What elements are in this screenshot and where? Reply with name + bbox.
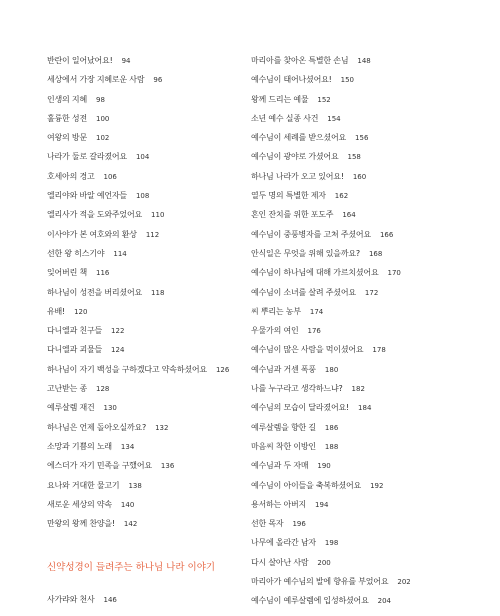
toc-entry [251, 70, 491, 89]
toc-entry-page-number: 126 [215, 365, 230, 374]
toc-entry [251, 244, 491, 263]
toc-entry [251, 476, 491, 495]
toc-entry-title: 예수님의 모습이 달라졌어요! [251, 403, 350, 413]
toc-entry-page-number: 128 [95, 385, 110, 394]
toc-entry-page-number: 124 [111, 346, 125, 355]
toc-entry [251, 205, 491, 224]
toc-entry-title: 훌륭한 성전 [47, 113, 87, 123]
toc-entry-title: 왕께 드리는 예물 [251, 94, 309, 104]
toc-entry-title: 예수님이 아이들을 축복하셨어요 [251, 480, 362, 490]
toc-entry-title: 만왕의 왕께 찬양을! [47, 519, 115, 529]
toc-entry-page-number: 184 [358, 404, 372, 413]
toc-entry-title: 예수님이 예루살렘에 입성하셨어요 [251, 596, 369, 606]
toc-entry-page-number: 176 [307, 327, 321, 336]
toc-entry-title: 소년 예수 실종 사건 [251, 113, 319, 123]
toc-entry-title: 선한 목자 [251, 519, 284, 529]
toc-entry-page-number: 172 [364, 288, 379, 297]
toc-entry-page-number: 118 [151, 288, 165, 297]
toc-entry-page-number: 196 [292, 520, 306, 529]
toc-entry-page-number: 102 [95, 134, 110, 143]
toc-entry-title: 예수님이 하나님에 대해 가르치셨어요 [251, 268, 379, 278]
toc-entry-page-number: 150 [340, 76, 355, 85]
toc-entry [251, 263, 491, 282]
toc-entry-page-number: 142 [123, 520, 138, 529]
toc-entry-title: 요나와 거대한 물고기 [47, 480, 120, 490]
toc-entry [251, 514, 491, 533]
toc-left-column [47, 51, 247, 610]
section-heading: 신약성경이 들려주는 하나님 나라 이야기 [47, 562, 216, 574]
toc-entry-page-number: 180 [324, 365, 339, 374]
toc-entry [251, 379, 491, 398]
toc-entry [251, 90, 491, 109]
toc-entry-page-number: 132 [155, 423, 169, 432]
toc-entry-page-number: 146 [103, 596, 117, 605]
toc-entry-page-number: 100 [95, 114, 110, 123]
toc-entry-title: 예루살렘을 향한 길 [251, 422, 316, 432]
left-entry-list [47, 51, 247, 533]
toc-entry [251, 553, 491, 572]
toc-entry-page-number: 108 [135, 192, 150, 201]
toc-entry-title: 유배! [47, 306, 66, 316]
toc-entry-title: 하나님이 자기 백성을 구하겠다고 약속하셨어요 [47, 364, 207, 374]
toc-entry-page-number: 186 [324, 423, 339, 432]
toc-entry-page-number: 164 [342, 211, 356, 220]
toc-entry-page-number: 170 [387, 269, 401, 278]
toc-entry [47, 244, 247, 263]
toc-entry-title: 사가랴와 천사 [47, 595, 95, 605]
toc-entry [251, 147, 491, 166]
toc-entry-title: 하나님 나라가 오고 있어요! [251, 171, 344, 181]
toc-entry-title: 인생의 지혜 [47, 94, 87, 104]
toc-entry [251, 302, 491, 321]
toc-entry [47, 398, 247, 417]
toc-entry-title: 예수님이 많은 사람을 먹이셨어요 [251, 345, 364, 355]
toc-entry-title: 마음씨 착한 이방인 [251, 441, 316, 451]
toc-entry-page-number: 202 [397, 578, 411, 587]
toc-entry-title: 예수님이 광야로 가셨어요 [251, 152, 339, 162]
toc-entry [251, 437, 491, 456]
toc-entry-title: 에스더가 자기 민족을 구했어요 [47, 461, 152, 471]
toc-entry-page-number: 198 [324, 539, 339, 548]
toc-entry-page-number: 152 [317, 95, 331, 104]
toc-entry [47, 456, 247, 475]
toc-entry-title: 예수님이 소녀를 살려 주셨어요 [251, 287, 356, 297]
toc-entry [251, 186, 491, 205]
toc-entry-page-number: 106 [103, 172, 117, 181]
toc-entry-page-number: 154 [327, 114, 341, 123]
toc-entry [251, 340, 491, 359]
toc-entry [251, 167, 491, 186]
toc-entry [47, 70, 247, 89]
toc-entry [251, 321, 491, 340]
toc-entry-page-number: 122 [111, 327, 125, 336]
right-entry-list [251, 51, 491, 611]
toc-entry-page-number: 120 [74, 307, 88, 316]
toc-entry-title: 호세아의 경고 [47, 171, 95, 181]
toc-entry-title: 예수님과 거센 폭풍 [251, 364, 316, 374]
toc-entry [47, 225, 247, 244]
toc-entry-page-number: 138 [128, 481, 142, 490]
toc-entry [47, 167, 247, 186]
toc-entry-page-number: 148 [357, 57, 371, 65]
toc-entry-title: 새로운 세상의 약속 [47, 499, 112, 509]
toc-entry-page-number: 166 [379, 230, 394, 239]
toc-entry-title: 예수님이 태어나셨어요! [251, 75, 332, 85]
toc-entry-page-number: 96 [153, 76, 163, 85]
toc-entry [47, 321, 247, 340]
toc-entry [251, 572, 491, 591]
toc-entry [47, 109, 247, 128]
toc-entry-title: 안식일은 무엇을 위해 있을까요? [251, 248, 360, 258]
toc-entry [251, 360, 491, 379]
toc-entry [251, 495, 491, 514]
toc-entry-title: 나무에 올라간 남자 [251, 538, 316, 548]
toc-entry-page-number: 174 [309, 307, 324, 316]
toc-entry-page-number: 178 [372, 346, 386, 355]
toc-entry-title: 선한 왕 히스기야 [47, 248, 105, 258]
toc-entry-page-number: 162 [334, 192, 349, 201]
toc-entry-page-number: 160 [352, 172, 367, 181]
toc-entry-title: 하나님은 언제 돌아오실까요? [47, 422, 147, 432]
toc-entry [251, 109, 491, 128]
toc-right-column [251, 51, 491, 611]
toc-entry [251, 225, 491, 244]
toc-entry-page-number: 182 [351, 385, 365, 394]
toc-entry [47, 128, 247, 147]
toc-entry-title: 혼인 잔치를 위한 포도주 [251, 210, 334, 220]
toc-entry-title: 하나님이 성전을 버리셨어요 [47, 287, 143, 297]
toc-entry [47, 51, 247, 70]
toc-entry [47, 90, 247, 109]
toc-entry-title: 엘리야와 바알 예언자들 [47, 191, 127, 201]
toc-entry-title: 예루살렘 재건 [47, 403, 95, 413]
toc-entry-title: 잊어버린 책 [47, 268, 87, 278]
toc-entry-title: 우물가의 여인 [251, 326, 299, 336]
toc-entry [47, 360, 247, 379]
toc-entry [251, 591, 491, 610]
toc-entry-page-number: 110 [151, 211, 165, 220]
toc-entry-page-number: 156 [355, 134, 369, 143]
toc-entry-page-number: 192 [370, 481, 384, 490]
toc-entry [251, 51, 491, 70]
toc-entry-title: 마리아가 예수님의 발에 향유를 부었어요 [251, 577, 389, 587]
toc-entry [47, 205, 247, 224]
toc-entry-page-number: 204 [377, 597, 391, 606]
toc-entry-page-number: 112 [145, 230, 160, 239]
toc-entry [47, 186, 247, 205]
toc-entry [251, 418, 491, 437]
toc-entry-page-number: 190 [317, 462, 331, 471]
toc-entry-title: 다니엘과 괴물들 [47, 345, 103, 355]
toc-entry-title: 소망과 기쁨의 노래 [47, 441, 112, 451]
toc-entry [47, 418, 247, 437]
toc-entry [47, 147, 247, 166]
toc-entry-page-number: 140 [120, 500, 135, 509]
toc-entry-title: 마리아를 찾아온 특별한 손님 [251, 56, 349, 65]
toc-entry-title: 열두 명의 특별한 제자 [251, 191, 326, 201]
toc-entry-page-number: 158 [347, 153, 361, 162]
toc-entry [47, 302, 247, 321]
toc-entry [47, 590, 247, 609]
toc-entry-title: 예수님이 중풍병자를 고쳐 주셨어요 [251, 229, 371, 239]
left-after-section-list [47, 590, 247, 609]
toc-entry-page-number: 134 [120, 442, 135, 451]
toc-entry-page-number: 130 [103, 404, 117, 413]
toc-entry-page-number: 104 [135, 153, 150, 162]
toc-entry-title: 세상에서 가장 지혜로운 사람 [47, 75, 145, 85]
toc-entry-title: 여왕의 방문 [47, 133, 87, 143]
toc-entry-page-number: 94 [121, 57, 131, 65]
toc-entry-title: 이사야가 본 여호와의 환상 [47, 229, 137, 239]
toc-entry-title: 다시 살아난 사람 [251, 557, 309, 567]
toc-entry-title: 씨 뿌리는 농부 [251, 306, 301, 316]
toc-entry [251, 128, 491, 147]
toc-entry-title: 나라가 둘로 갈라졌어요 [47, 152, 127, 162]
toc-entry-title: 고난받는 종 [47, 384, 87, 394]
toc-entry [47, 514, 247, 533]
toc-entry-title: 예수님과 두 자매 [251, 461, 309, 471]
toc-entry-page-number: 188 [324, 442, 339, 451]
toc-entry-title: 나를 누구라고 생각하느냐? [251, 384, 343, 394]
toc-entry [47, 263, 247, 282]
toc-entry [47, 437, 247, 456]
toc-entry-page-number: 168 [368, 249, 383, 258]
toc-entry-page-number: 136 [160, 462, 175, 471]
toc-entry [47, 379, 247, 398]
toc-entry-page-number: 194 [315, 500, 329, 509]
toc-entry-title: 반란이 일어났어요! [47, 56, 113, 65]
toc-entry [47, 340, 247, 359]
toc-entry [251, 456, 491, 475]
toc-entry-page-number: 98 [95, 95, 105, 104]
toc-entry [251, 533, 491, 552]
toc-entry-title: 예수님이 세례를 받으셨어요 [251, 133, 347, 143]
toc-entry-title: 엘리사가 적을 도와주었어요 [47, 210, 143, 220]
toc-entry [251, 398, 491, 417]
toc-entry-title: 다니엘과 친구들 [47, 326, 103, 336]
toc-entry-title: 용서하는 아버지 [251, 499, 307, 509]
toc-entry [251, 283, 491, 302]
toc-entry-page-number: 200 [317, 558, 331, 567]
toc-entry [47, 495, 247, 514]
toc-entry-page-number: 114 [113, 249, 127, 258]
toc-entry-page-number: 116 [95, 269, 110, 278]
toc-entry [47, 476, 247, 495]
toc-entry [47, 283, 247, 302]
